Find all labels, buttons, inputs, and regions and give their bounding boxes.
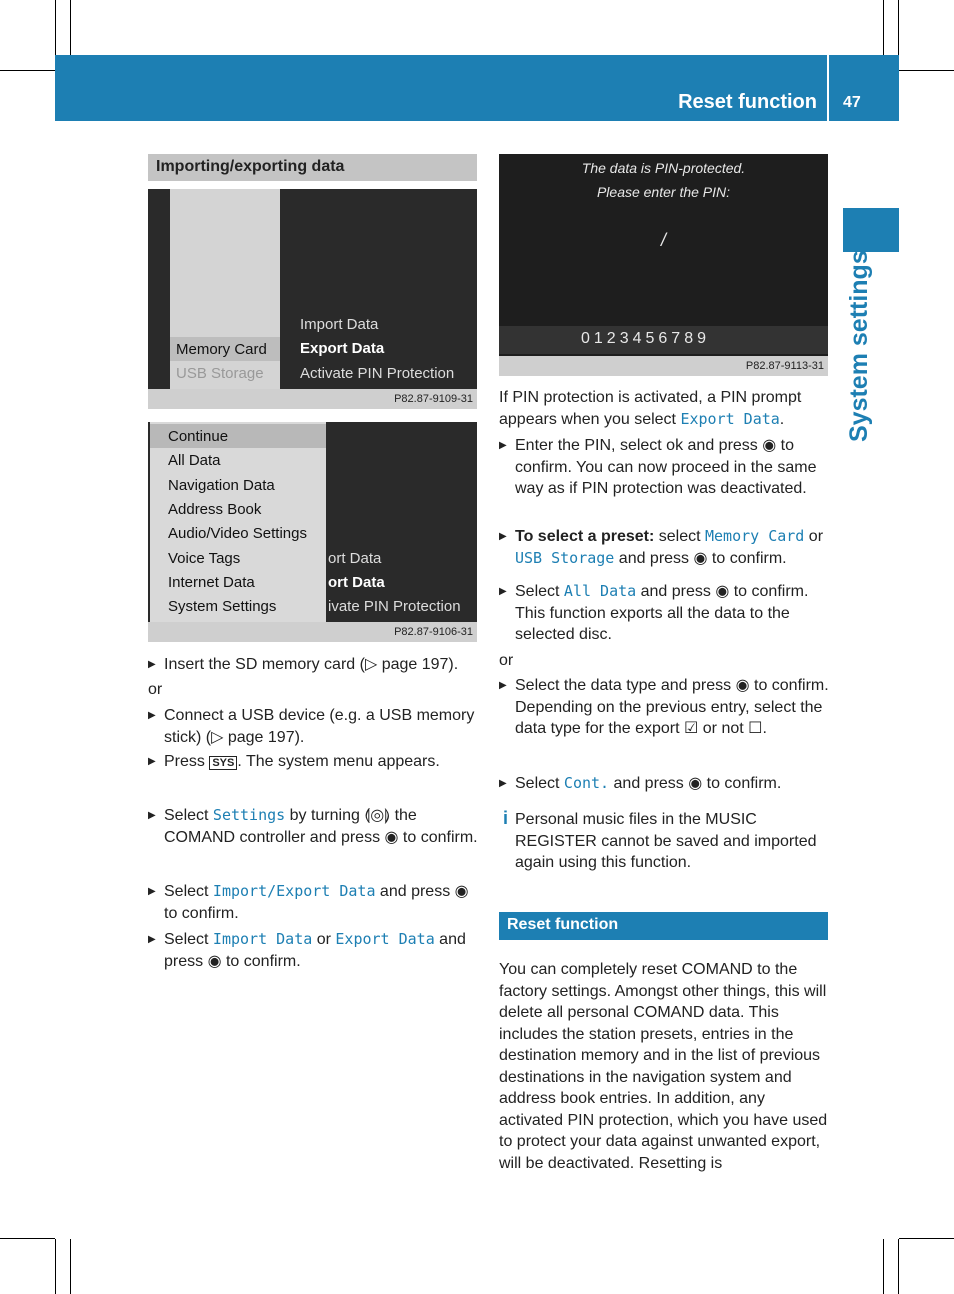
menu-item: Address Book xyxy=(168,501,262,518)
menu-item: ivate PIN Protection xyxy=(328,598,461,615)
page-number: 47 xyxy=(843,94,861,111)
menu-item: Continue xyxy=(168,428,229,445)
digit-selector: 0123456789 xyxy=(581,330,710,347)
image-caption: P82.87-9106-31 xyxy=(148,622,477,642)
instruction-step: ▶ Select Import Data or Export Data and press ◉ to confirm. xyxy=(148,929,478,972)
crop-mark xyxy=(70,1239,71,1294)
crop-mark xyxy=(899,70,954,71)
instruction-step: ▶ Connect a USB device (e.g. a USB memory stick) (▷ page 197). xyxy=(148,705,478,748)
screenshot-pin-prompt xyxy=(499,154,828,376)
instruction-step: ▶ Select Cont. and press ◉ to confirm. xyxy=(499,773,829,795)
crop-mark xyxy=(55,0,56,55)
menu-item: All Data xyxy=(168,452,221,469)
side-tab xyxy=(843,208,899,252)
crop-mark xyxy=(55,1239,56,1294)
info-note: Personal music files in the MUSIC REGISTER cannot be saved and imported again using this function. xyxy=(515,811,817,871)
menu-item: USB Storage xyxy=(176,365,264,382)
instruction-step: ▶ To select a preset: select Memory Card or USB Storage and press ◉ to confirm. xyxy=(499,526,829,569)
menu-item: Activate PIN Protection xyxy=(300,365,455,382)
instruction-step: ▶ Insert the SD memory card (▷ page 197). xyxy=(148,654,478,676)
section-heading: Importing/exporting data xyxy=(148,154,477,181)
or-text: or xyxy=(148,681,163,698)
screenshot-data-types xyxy=(148,422,477,642)
pin-cursor: / xyxy=(660,230,666,250)
pin-message: The data is PIN-protected. xyxy=(581,160,746,176)
or-text: or xyxy=(499,652,514,669)
side-tab-label: System settings xyxy=(845,250,873,442)
instruction-step: ▶ Select Settings by turning ⟬◎⟭ the COMAND controller and press ◉ to confirm. xyxy=(148,805,478,848)
crop-mark xyxy=(883,0,884,55)
instruction-step: ▶ Press SYS . The system menu appears. xyxy=(148,751,478,775)
menu-item: Audio/Video Settings xyxy=(168,525,307,542)
sys-key-icon: SYS xyxy=(209,756,237,770)
crop-mark xyxy=(899,1238,954,1239)
image-caption: P82.87-9113-31 xyxy=(499,356,828,376)
menu-item: Navigation Data xyxy=(168,477,275,494)
menu-item: System Settings xyxy=(168,598,277,615)
intro-text: If PIN protection is activated, a PIN prompt appears when you select Export Data. xyxy=(499,389,802,428)
crop-mark xyxy=(70,0,71,55)
header-title: Reset function xyxy=(678,91,817,113)
menu-item: ort Data xyxy=(328,574,385,591)
menu-item: Internet Data xyxy=(168,574,255,591)
section-heading: Reset function xyxy=(499,912,828,940)
instruction-step: ▶ Enter the PIN, select ok and press ◉ to confirm. You can now proceed in the same way as if PIN protection was deactivated. xyxy=(499,435,829,500)
crop-mark xyxy=(898,0,899,55)
instruction-step: ▶ Select the data type and press ◉ to confirm. Depending on the previous entry, select the data type for the export ☑ or not ☐. xyxy=(499,675,829,740)
menu-item: ort Data xyxy=(328,550,382,567)
crop-mark xyxy=(0,70,55,71)
menu-item: Export Data xyxy=(300,340,385,357)
menu-item: Import Data xyxy=(300,316,379,333)
page-header xyxy=(55,55,899,121)
body-text: You can completely reset COMAND to the factory settings. Amongst other things, this will delete all personal COMAND data. This includes the station presets, entries in the destination memory and in the list of previous destinations in the navigation system and address book entries. In addition, any activated PIN protection, which you have used to protect your data against unwanted export, will be deactivated. Resetting is xyxy=(499,961,828,1172)
screenshot-export-menu xyxy=(148,189,477,409)
crop-mark xyxy=(883,1239,884,1294)
instruction-step: ▶ Select All Data and press ◉ to confirm. This function exports all the data to the selected disc. xyxy=(499,581,829,646)
info-icon: i xyxy=(503,808,509,828)
image-caption: P82.87-9109-31 xyxy=(148,389,477,409)
instruction-step: ▶ Select Import/Export Data and press ◉ to confirm. xyxy=(148,881,478,924)
crop-mark xyxy=(0,1238,55,1239)
menu-item: Memory Card xyxy=(176,341,267,358)
header-divider xyxy=(827,55,829,121)
menu-item: Voice Tags xyxy=(168,550,241,567)
pin-message: Please enter the PIN: xyxy=(596,184,731,200)
crop-mark xyxy=(898,1239,899,1294)
